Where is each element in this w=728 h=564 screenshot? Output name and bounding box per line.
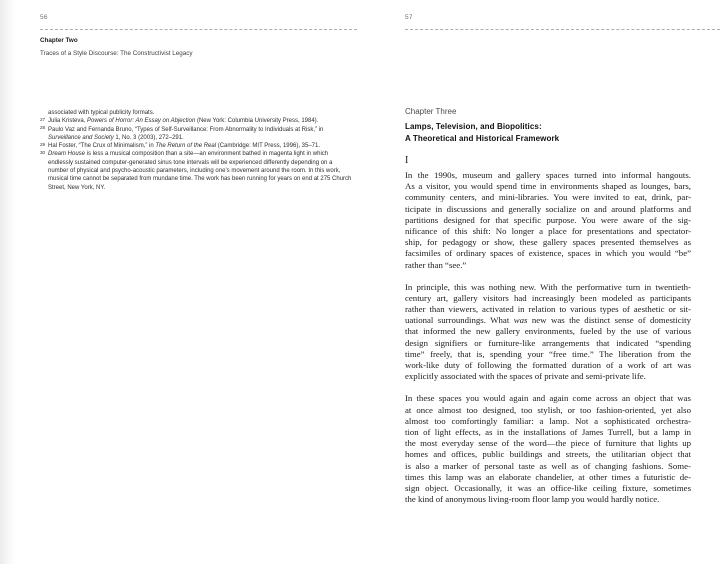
body-text-line: tion of light effects, as in the installations of James Turrell, but a lamp in	[405, 426, 691, 437]
body-text-line: partitions designed for that specific purpose. You were aware of the sig-	[405, 214, 691, 225]
right-page-number: 57	[405, 14, 413, 21]
body-text	[405, 170, 691, 516]
body-text-line: that informed the new gallery environments, fueled by the use of various	[405, 326, 691, 337]
body-text-line: community centers, and mini-libraries. You were invited to eat, drink, par-	[405, 192, 691, 203]
body-paragraph	[405, 393, 691, 505]
body-paragraph	[405, 282, 691, 383]
footnote	[40, 150, 353, 191]
chapter-title-line-1: Lamps, Television, and Biopolitics:	[405, 121, 542, 131]
footnote	[40, 109, 353, 117]
left-chapter-label: Chapter Two	[40, 37, 78, 44]
body-text-line: times this lamp was an elaborate chandelier, at other times a futuristic de-	[405, 471, 691, 482]
chapter-label: Chapter Three	[405, 107, 457, 116]
body-text-line: In principle, this was nothing new. With the performative turn in twentieth-	[405, 281, 691, 292]
body-text-line: at once almost too designed, too stylish, or too fashion-oriented, yet also	[405, 404, 691, 415]
body-text-line: century art, gallery visitors had increasingly been modeled as participants	[405, 292, 691, 303]
footnote-text: Hal Foster, “The Crux of Minimalism,” in The Return of the Real (Cambridge: MIT Press, 1996), 35–71.	[48, 143, 320, 150]
footnotes-block	[40, 109, 353, 192]
body-text-line: almost too comfortingly familiar: a lamp. Not a sophisticated orchestra-	[405, 415, 691, 426]
footnote	[40, 142, 353, 150]
body-text-line: nificance of this shift: No longer a place for presentations and spectator-	[405, 225, 691, 236]
left-page	[40, 0, 358, 564]
right-header-rule	[405, 29, 720, 30]
body-text-line: the kind of anonymous living-room floor lamp you would hardly notice.	[405, 494, 660, 505]
page-edge-shadow	[0, 0, 16, 564]
body-text-line: sign object. Occasionally, it was an office-like ceiling fixture, sometimes	[405, 482, 691, 493]
left-page-number: 56	[40, 14, 48, 21]
body-text-line: As a visitor, you would spend time in environments shaped as lounges, bars,	[405, 181, 691, 192]
footnote-number: 29	[40, 141, 46, 147]
body-paragraph	[405, 170, 691, 271]
footnote-number: 27	[40, 116, 46, 122]
body-text-line: time” freely, that is, spending your “free time.” The liberation from the	[405, 348, 691, 359]
body-text-line: design signifiers or furniture-like arrangements that indicated “spending	[405, 337, 691, 348]
footnote-text: Julia Kristeva, Powers of Horror: An Essay on Abjection (New York: Columbia University Press, 1984).	[48, 118, 319, 125]
body-text-line: work-like duty of following the formatted duration of a work of art was	[405, 360, 691, 370]
footnote-number: 28	[40, 125, 46, 131]
body-text-line: homes and offices, public buildings and streets, the utilitarian object that	[405, 449, 691, 460]
footnote-text: Dream House is less a musical composition than a site—an environment bathed in magenta light in which endlessly sustained computer-generated sinus tone intervals will be experienced differently depending on a number of physical and psycho-acoustic parameters, including one’s movement around the room. In this work, musical time cannot be separated from mundane time. The work has been running for years on end at 275 Church Street, New York, NY.	[48, 151, 352, 191]
body-text-line: rather than viewers, activated in relation to various types of aesthetic or sit-	[405, 304, 691, 315]
left-running-header	[40, 37, 358, 57]
section-number: I	[405, 155, 409, 166]
footnote	[40, 117, 353, 125]
left-chapter-title: Traces of a Style Discourse: The Constructivist Legacy	[40, 49, 193, 57]
body-text-line: uational surroundings. What was new was the distinct sense of domesticity	[405, 315, 691, 326]
chapter-heading	[405, 107, 705, 146]
footnote-number: 30	[40, 149, 46, 155]
footnote	[40, 126, 353, 143]
body-text-line: rather than “see.”	[405, 259, 467, 270]
right-page	[405, 0, 720, 564]
body-text-line: explicitly associated with the spaces of private and semi-private life.	[405, 371, 646, 382]
body-text-line: ticipate in discussions and generally socialize on and around platforms and	[405, 203, 691, 214]
body-text-line: the most everyday sense of the word—the piece of furniture that lights up	[405, 438, 691, 449]
footnote-text: Paulo Vaz and Fernanda Bruno, “Types of Self-Surveillance: From Abnormality to Individuals at Risk,” in Surveillance and Society 1, No. 3 (2003), 272–291.	[48, 126, 324, 141]
body-text-line: facsimiles of ordinary spaces of existence, spaces in which you would “be”	[405, 248, 691, 259]
body-text-line: In these spaces you would again and again come across an object that was	[405, 393, 691, 404]
left-header-rule	[40, 29, 357, 30]
footnote-text: associated with typical publicity formats.	[48, 110, 155, 116]
chapter-title-line-2: A Theoretical and Historical Framework	[405, 134, 560, 143]
body-text-line: In the 1990s, museum and gallery spaces turned into informal hangouts.	[405, 170, 691, 180]
body-text-line: is also a marker of personal taste as well as of changing fashions. Some-	[405, 460, 691, 471]
body-text-line: ship, for pedagogy or show, these gallery spaces presented themselves as	[405, 237, 691, 248]
